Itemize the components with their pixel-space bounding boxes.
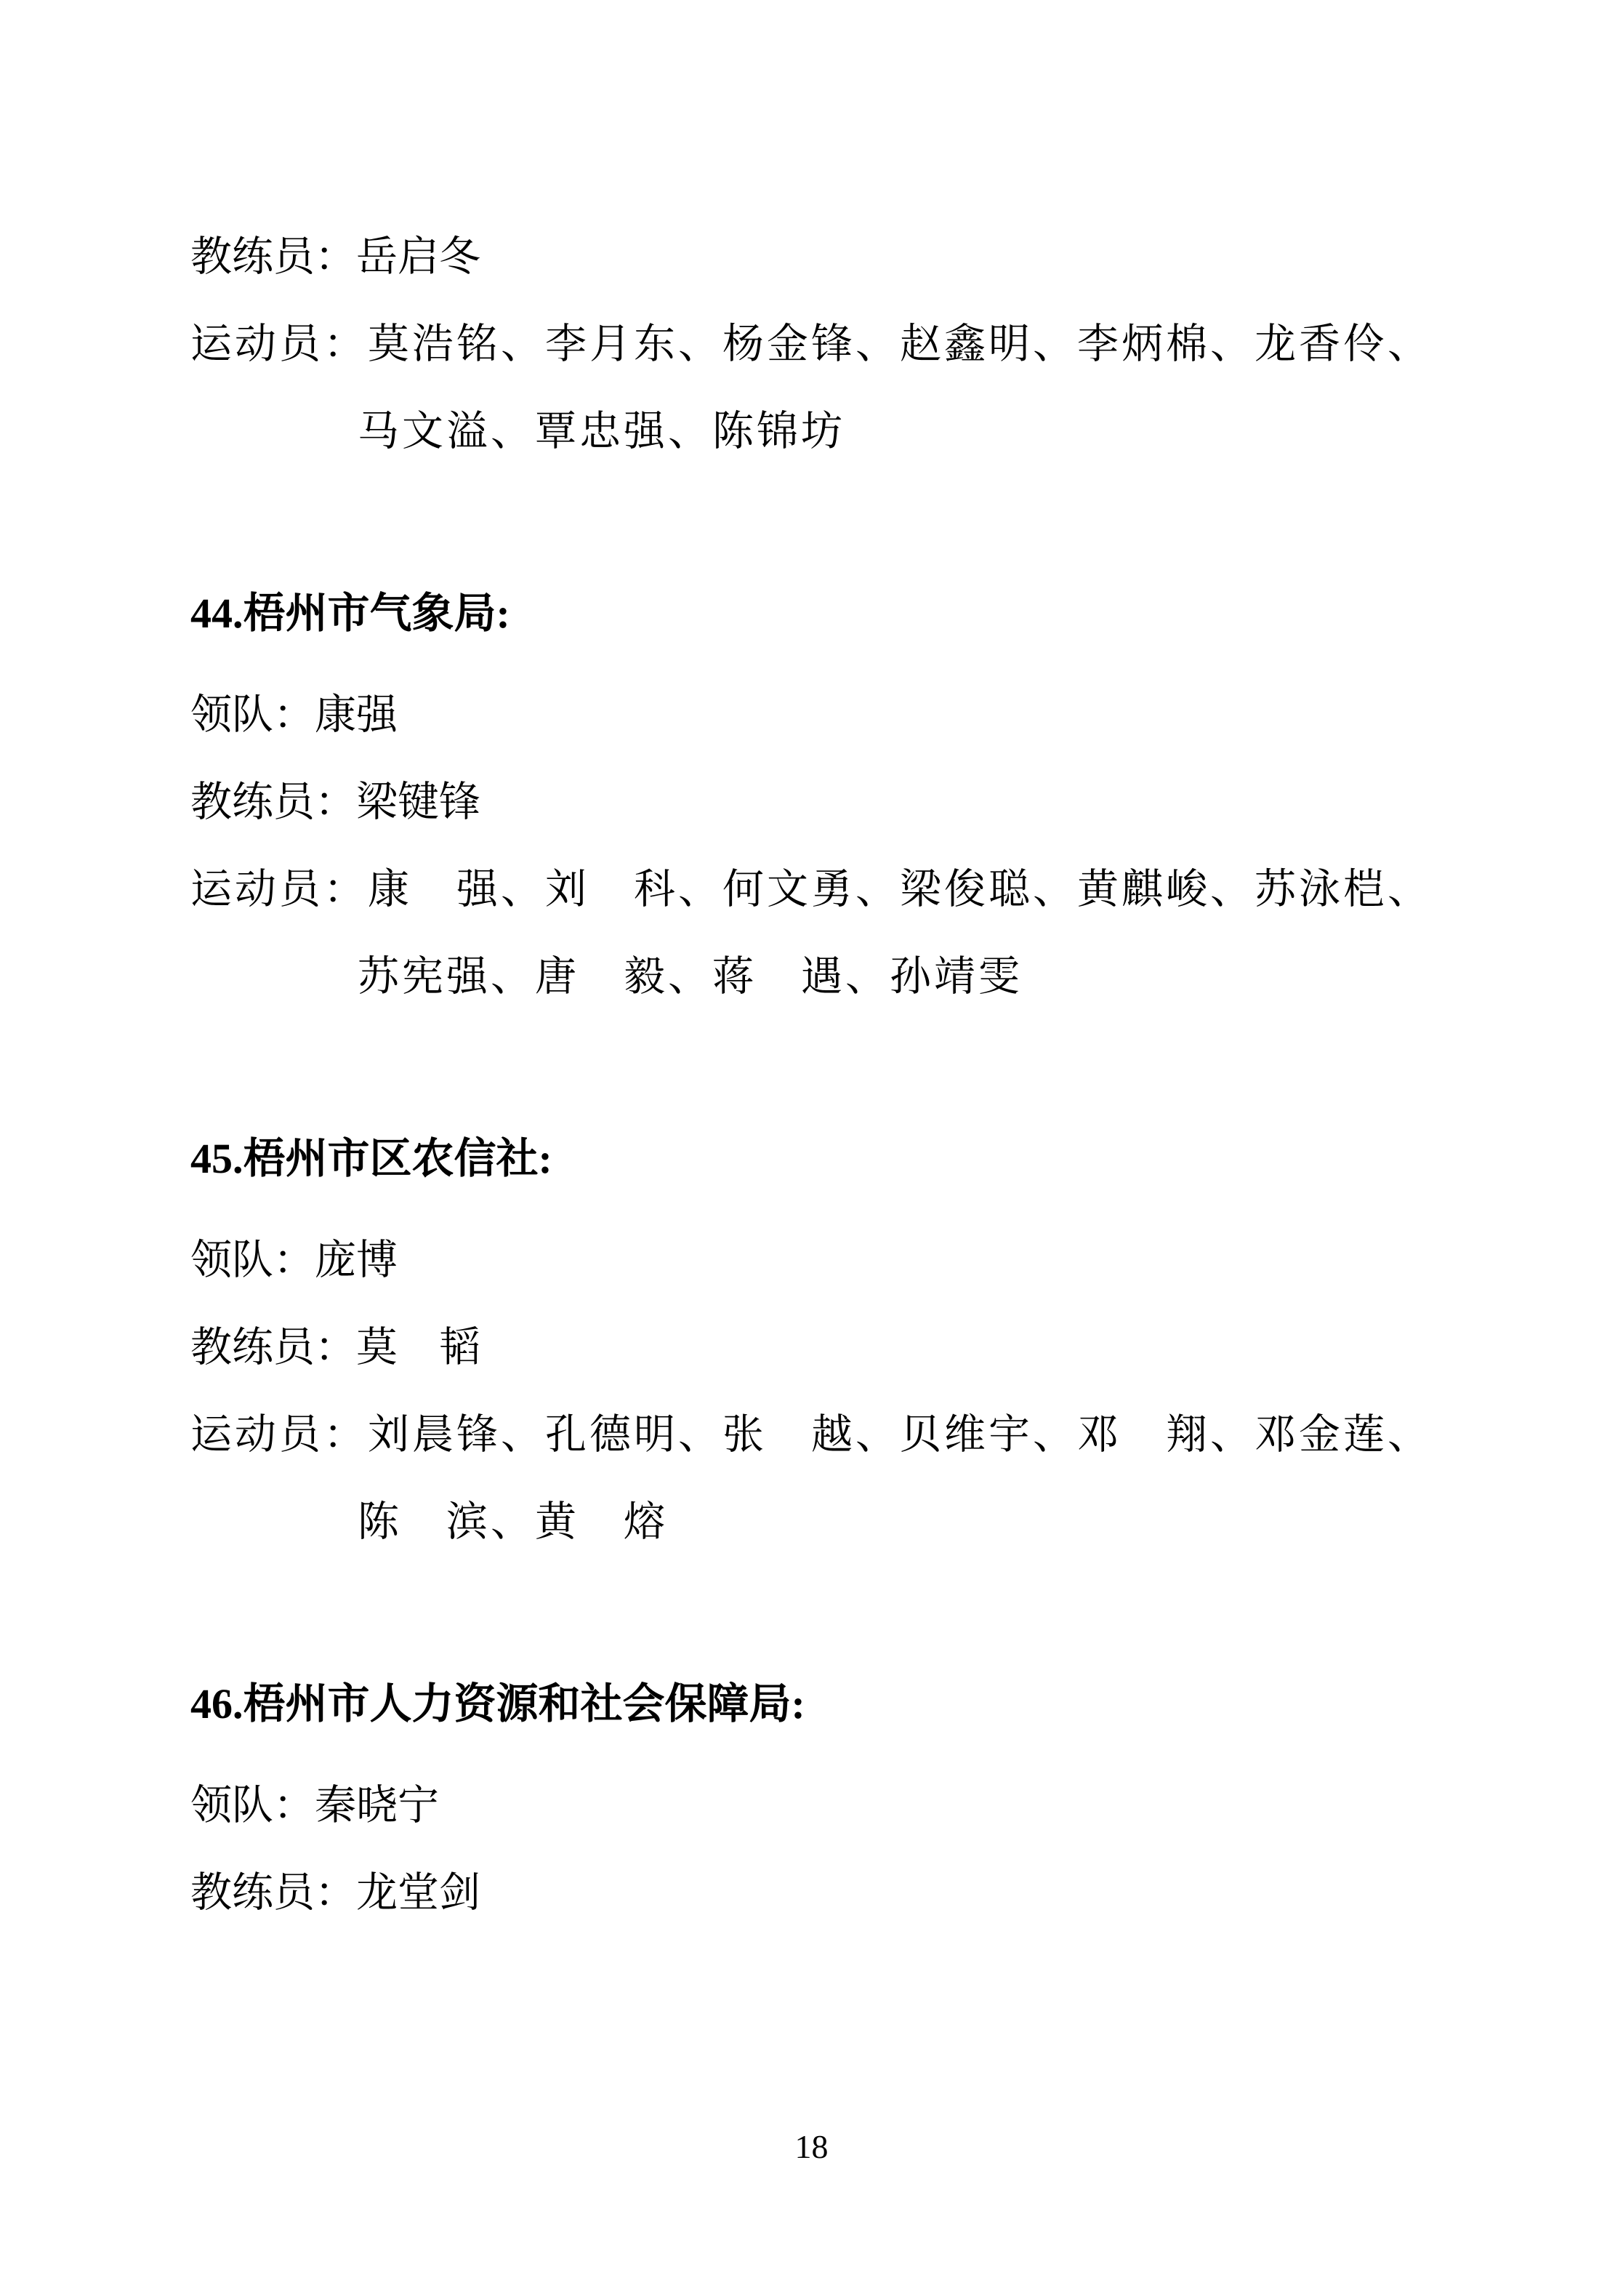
- athletes-line: 运动员：刘晨锋、孔德明、张 越、贝维宇、邓 翔、邓金莲、: [190, 1412, 1432, 1458]
- athletes-line-continued: 马文溢、覃忠强、陈锦坊: [358, 409, 845, 454]
- athletes-line: 运动员：莫浩铭、李月东、杨金锋、赵鑫明、李炳棉、龙香伶、: [190, 321, 1432, 367]
- document-body: [190, 0, 1433, 1914]
- coach-line: 教练员：梁键锋: [190, 779, 480, 825]
- athletes-line-continued: 陈 滨、黄 熔: [358, 1499, 668, 1545]
- section-title-45: 45.梧州市区农信社:: [190, 1135, 552, 1182]
- section-title-46: 46.梧州市人力资源和社会保障局:: [190, 1680, 805, 1727]
- coach-line: 教练员：莫 韬: [190, 1325, 480, 1370]
- leader-line: 领队：康强: [190, 692, 398, 738]
- athletes-line-continued: 苏宪强、唐 毅、蒋 遇、孙靖雯: [358, 954, 1023, 1000]
- coach-line: 教练员：龙堂剑: [190, 1870, 480, 1916]
- athletes-line: 运动员：康 强、刘 科、何文勇、梁俊聪、黄麒峻、苏泳桤、: [190, 867, 1432, 912]
- coach-line: 教练员：岳启冬: [190, 234, 480, 280]
- section-title-44: 44.梧州市气象局:: [190, 590, 510, 637]
- page-number: 18: [794, 2128, 829, 2165]
- leader-line: 领队：秦晓宁: [190, 1783, 439, 1829]
- leader-line: 领队：庞博: [190, 1237, 398, 1283]
